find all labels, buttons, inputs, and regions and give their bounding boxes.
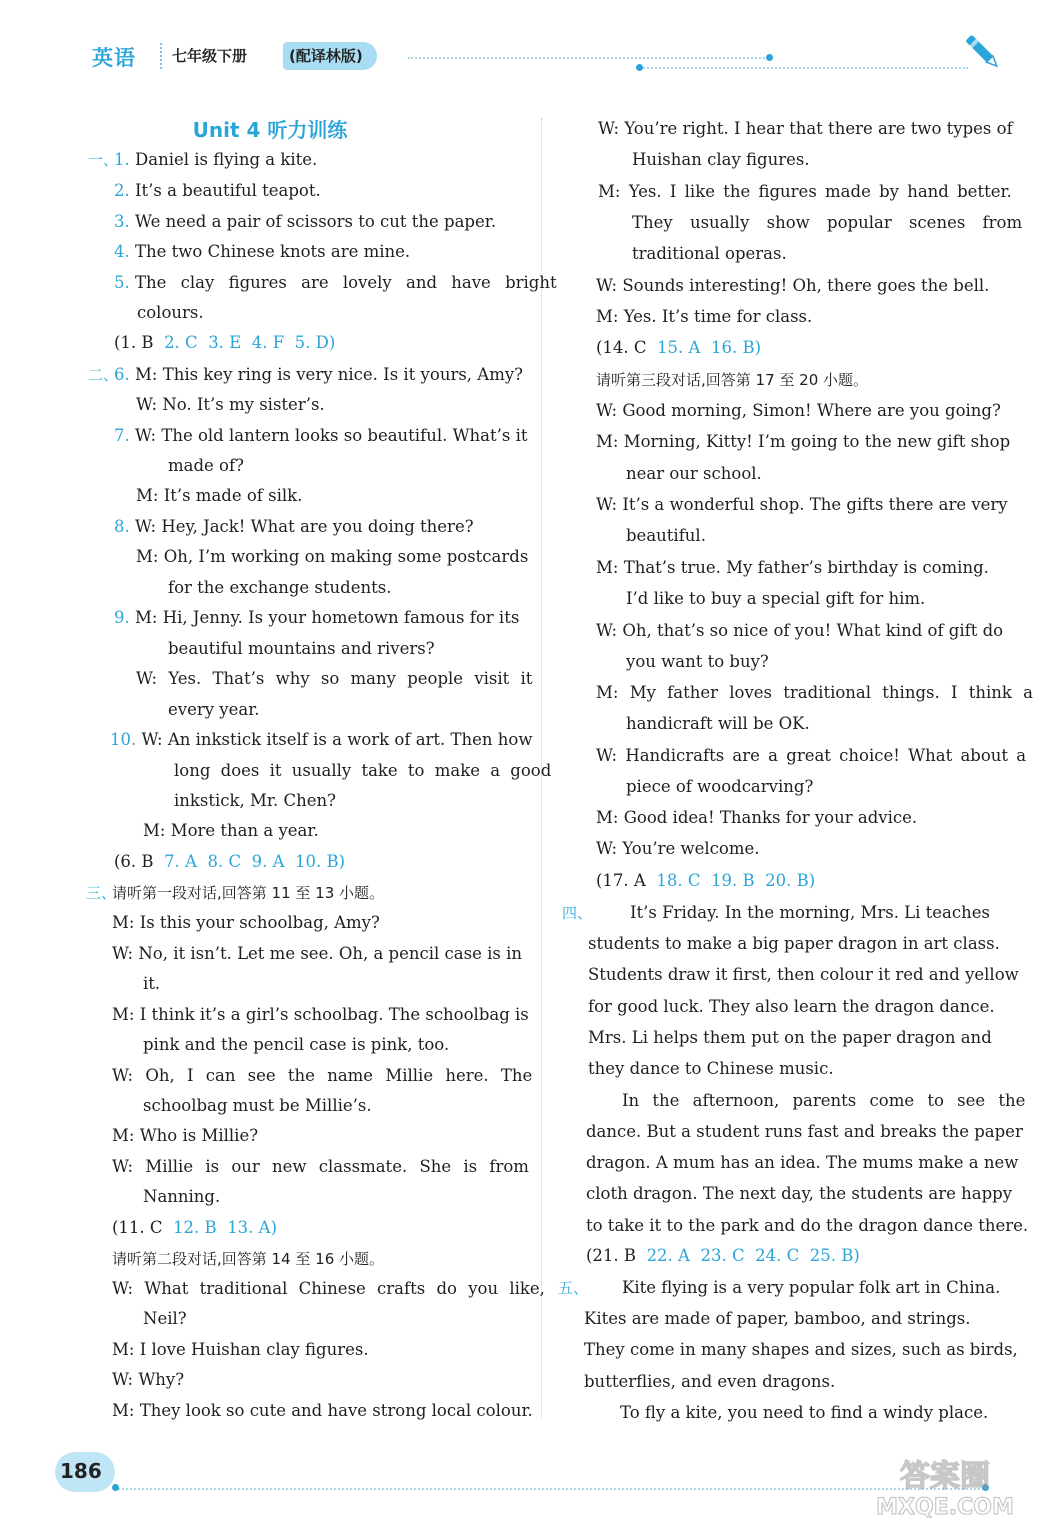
section-instruction: 请听第三段对话,回答第 17 至 20 小题。 [596, 371, 869, 389]
dialogue-line: 10. W: An inkstick itself is a work of art. Then how [110, 730, 533, 749]
answer-key: (6. B 7. A 8. C 9. A 10. B) [114, 852, 346, 871]
pen-icon [960, 30, 1006, 76]
passage-line: To fly a kite, you need to find a windy place. [620, 1403, 989, 1422]
passage-line: They come in many shapes and sizes, such as birds, [584, 1340, 1018, 1359]
dialogue-line: Neil? [143, 1309, 187, 1328]
grade-label: 七年级下册 [160, 43, 257, 69]
answer-key: (1. B 2. C 3. E 4. F 5. D) [114, 333, 336, 352]
dialogue-line: traditional operas. [632, 244, 787, 263]
passage-line: Kite flying is a very popular folk art in China. [622, 1278, 1001, 1297]
dialogue-line: M: Yes. It’s time for class. [596, 307, 813, 326]
header-dot [636, 64, 643, 71]
passage-line: dance. But a student runs fast and breaks the paper [586, 1122, 1023, 1141]
dialogue-line: W: Yes. That’s why so many people visit it [136, 669, 533, 688]
section-instruction: 请听第二段对话,回答第 14 至 16 小题。 [112, 1250, 385, 1268]
footer-dot [112, 1484, 119, 1491]
dialogue-line: M: More than a year. [143, 821, 319, 840]
dialogue-line: W: Why? [112, 1370, 185, 1389]
dialogue-line: M: Yes. I like the figures made by hand better. [598, 182, 1012, 201]
dialogue-line: W: It’s a wonderful shop. The gifts there are very [596, 495, 1008, 514]
watermark-logo [870, 1448, 1020, 1520]
dialogue-line: M: They look so cute and have strong local colour. [112, 1401, 533, 1420]
dialogue-line: M: Good idea! Thanks for your advice. [596, 808, 918, 827]
edition-badge: (配译林版) [283, 42, 377, 70]
answer-key: (14. C 15. A 16. B) [596, 338, 762, 357]
list-item: 3. We need a pair of scissors to cut the paper. [114, 212, 497, 231]
dialogue-line: W: You’re welcome. [596, 839, 760, 858]
dialogue-line: you want to buy? [626, 652, 769, 671]
section-4-mark: 四、 [562, 904, 593, 922]
section-1-mark: 一、 [88, 151, 119, 169]
svg-text:MXQE.COM: MXQE.COM [876, 1495, 1014, 1520]
dialogue-line: for the exchange students. [168, 578, 392, 597]
dialogue-line: W: No, it isn’t. Let me see. Oh, a pencil case is in [112, 944, 522, 963]
dialogue-line: beautiful mountains and rivers? [168, 639, 435, 658]
section-2-mark: 二、 [88, 366, 119, 384]
dialogue-line: W: Sounds interesting! Oh, there goes the bell. [596, 276, 990, 295]
dialogue-line: M: Oh, I’m working on making some postcards [136, 547, 529, 566]
answer-key: (11. C 12. B 13. A) [112, 1218, 278, 1237]
passage-line: for good luck. They also learn the dragon dance. [588, 997, 995, 1016]
passage-line: cloth dragon. The next day, the students are happy [586, 1184, 1013, 1203]
list-item: 2. It’s a beautiful teapot. [114, 181, 321, 200]
dialogue-line: pink and the pencil case is pink, too. [143, 1035, 450, 1054]
list-item: 1. Daniel is flying a kite. [114, 150, 318, 169]
dialogue-line: W: Millie is our new classmate. She is from [112, 1157, 529, 1176]
dialogue-line: W: What traditional Chinese crafts do you like, [112, 1279, 545, 1298]
dialogue-line: beautiful. [626, 526, 706, 545]
dialogue-line: it. [143, 974, 161, 993]
footer-divider [118, 1488, 988, 1490]
list-item: 5. The clay figures are lovely and have bright [114, 273, 557, 292]
dialogue-line: W: Good morning, Simon! Where are you going? [596, 401, 1001, 420]
passage-line: Kites are made of paper, bamboo, and strings. [584, 1309, 971, 1328]
passage-line: butterflies, and even dragons. [584, 1372, 836, 1391]
dialogue-line: M: My father loves traditional things. I think a [596, 683, 1033, 702]
dialogue-line: long does it usually take to make a good [174, 761, 552, 780]
dialogue-line: M: That’s true. My father’s birthday is coming. [596, 558, 989, 577]
dialogue-line: W: Handicrafts are a great choice! What about a [596, 746, 1027, 765]
dialogue-line: M: Who is Millie? [112, 1126, 259, 1145]
passage-line: they dance to Chinese music. [588, 1059, 834, 1078]
dialogue-line: every year. [168, 700, 260, 719]
dialogue-line: made of? [168, 456, 244, 475]
header-dot [766, 54, 773, 61]
header-divider [408, 57, 773, 59]
dialogue-line: 9. M: Hi, Jenny. Is your hometown famous for its [114, 608, 520, 627]
header-divider-lower [636, 67, 968, 69]
dialogue-line: W: No. It’s my sister’s. [136, 395, 325, 414]
dialogue-line: M: Morning, Kitty! I’m going to the new gift shop [596, 432, 1011, 451]
passage-line: In the afternoon, parents come to see the [622, 1091, 1026, 1110]
dialogue-line: handicraft will be OK. [626, 714, 810, 733]
dialogue-line: Huishan clay figures. [632, 150, 810, 169]
passage-line: It’s Friday. In the morning, Mrs. Li teaches [630, 903, 990, 922]
list-item-cont: colours. [137, 303, 204, 322]
list-item: 4. The two Chinese knots are mine. [114, 242, 411, 261]
dialogue-line: W: Oh, I can see the name Millie here. The [112, 1066, 533, 1085]
dialogue-line: Nanning. [143, 1187, 221, 1206]
section-instruction: 请听第一段对话,回答第 11 至 13 小题。 [112, 884, 385, 902]
page-number: 186 [60, 1459, 102, 1483]
dialogue-line: W: You’re right. I hear that there are two types of [598, 119, 1013, 138]
passage-line: dragon. A mum has an idea. The mums make a new [586, 1153, 1019, 1172]
answer-key: (17. A 18. C 19. B 20. B) [596, 871, 816, 890]
section-5-mark: 五、 [558, 1279, 589, 1297]
subject-label: 英语 [92, 46, 136, 70]
passage-line: students to make a big paper dragon in art class. [588, 934, 1000, 953]
passage-line: to take it to the park and do the dragon dance there. [586, 1216, 1029, 1235]
page-title: Unit 4 听力训练 [192, 118, 348, 142]
dialogue-line: M: It’s made of silk. [136, 486, 303, 505]
dialogue-line: near our school. [626, 464, 762, 483]
dialogue-line: M: I think it’s a girl’s schoolbag. The schoolbag is [112, 1005, 529, 1024]
passage-line: Mrs. Li helps them put on the paper dragon and [588, 1028, 992, 1047]
dialogue-line: I’d like to buy a special gift for him. [626, 589, 926, 608]
dialogue-line: inkstick, Mr. Chen? [174, 791, 336, 810]
dialogue-line: 6. M: This key ring is very nice. Is it yours, Amy? [114, 365, 524, 384]
answer-key: (21. B 22. A 23. C 24. C 25. B) [586, 1246, 860, 1265]
dialogue-line: M: Is this your schoolbag, Amy? [112, 913, 380, 932]
svg-text:答案圈: 答案圈 [900, 1459, 990, 1494]
dialogue-line: They usually show popular scenes from [632, 213, 1023, 232]
dialogue-line: 8. W: Hey, Jack! What are you doing there? [114, 517, 474, 536]
dialogue-line: W: Oh, that’s so nice of you! What kind of gift do [596, 621, 1004, 640]
section-3-mark: 三、 [86, 884, 117, 902]
dialogue-line: 7. W: The old lantern looks so beautiful. What’s it [114, 426, 528, 445]
passage-line: Students draw it first, then colour it red and yellow [588, 965, 1019, 984]
dialogue-line: M: I love Huishan clay figures. [112, 1340, 369, 1359]
dialogue-line: piece of woodcarving? [626, 777, 814, 796]
dialogue-line: schoolbag must be Millie’s. [143, 1096, 372, 1115]
